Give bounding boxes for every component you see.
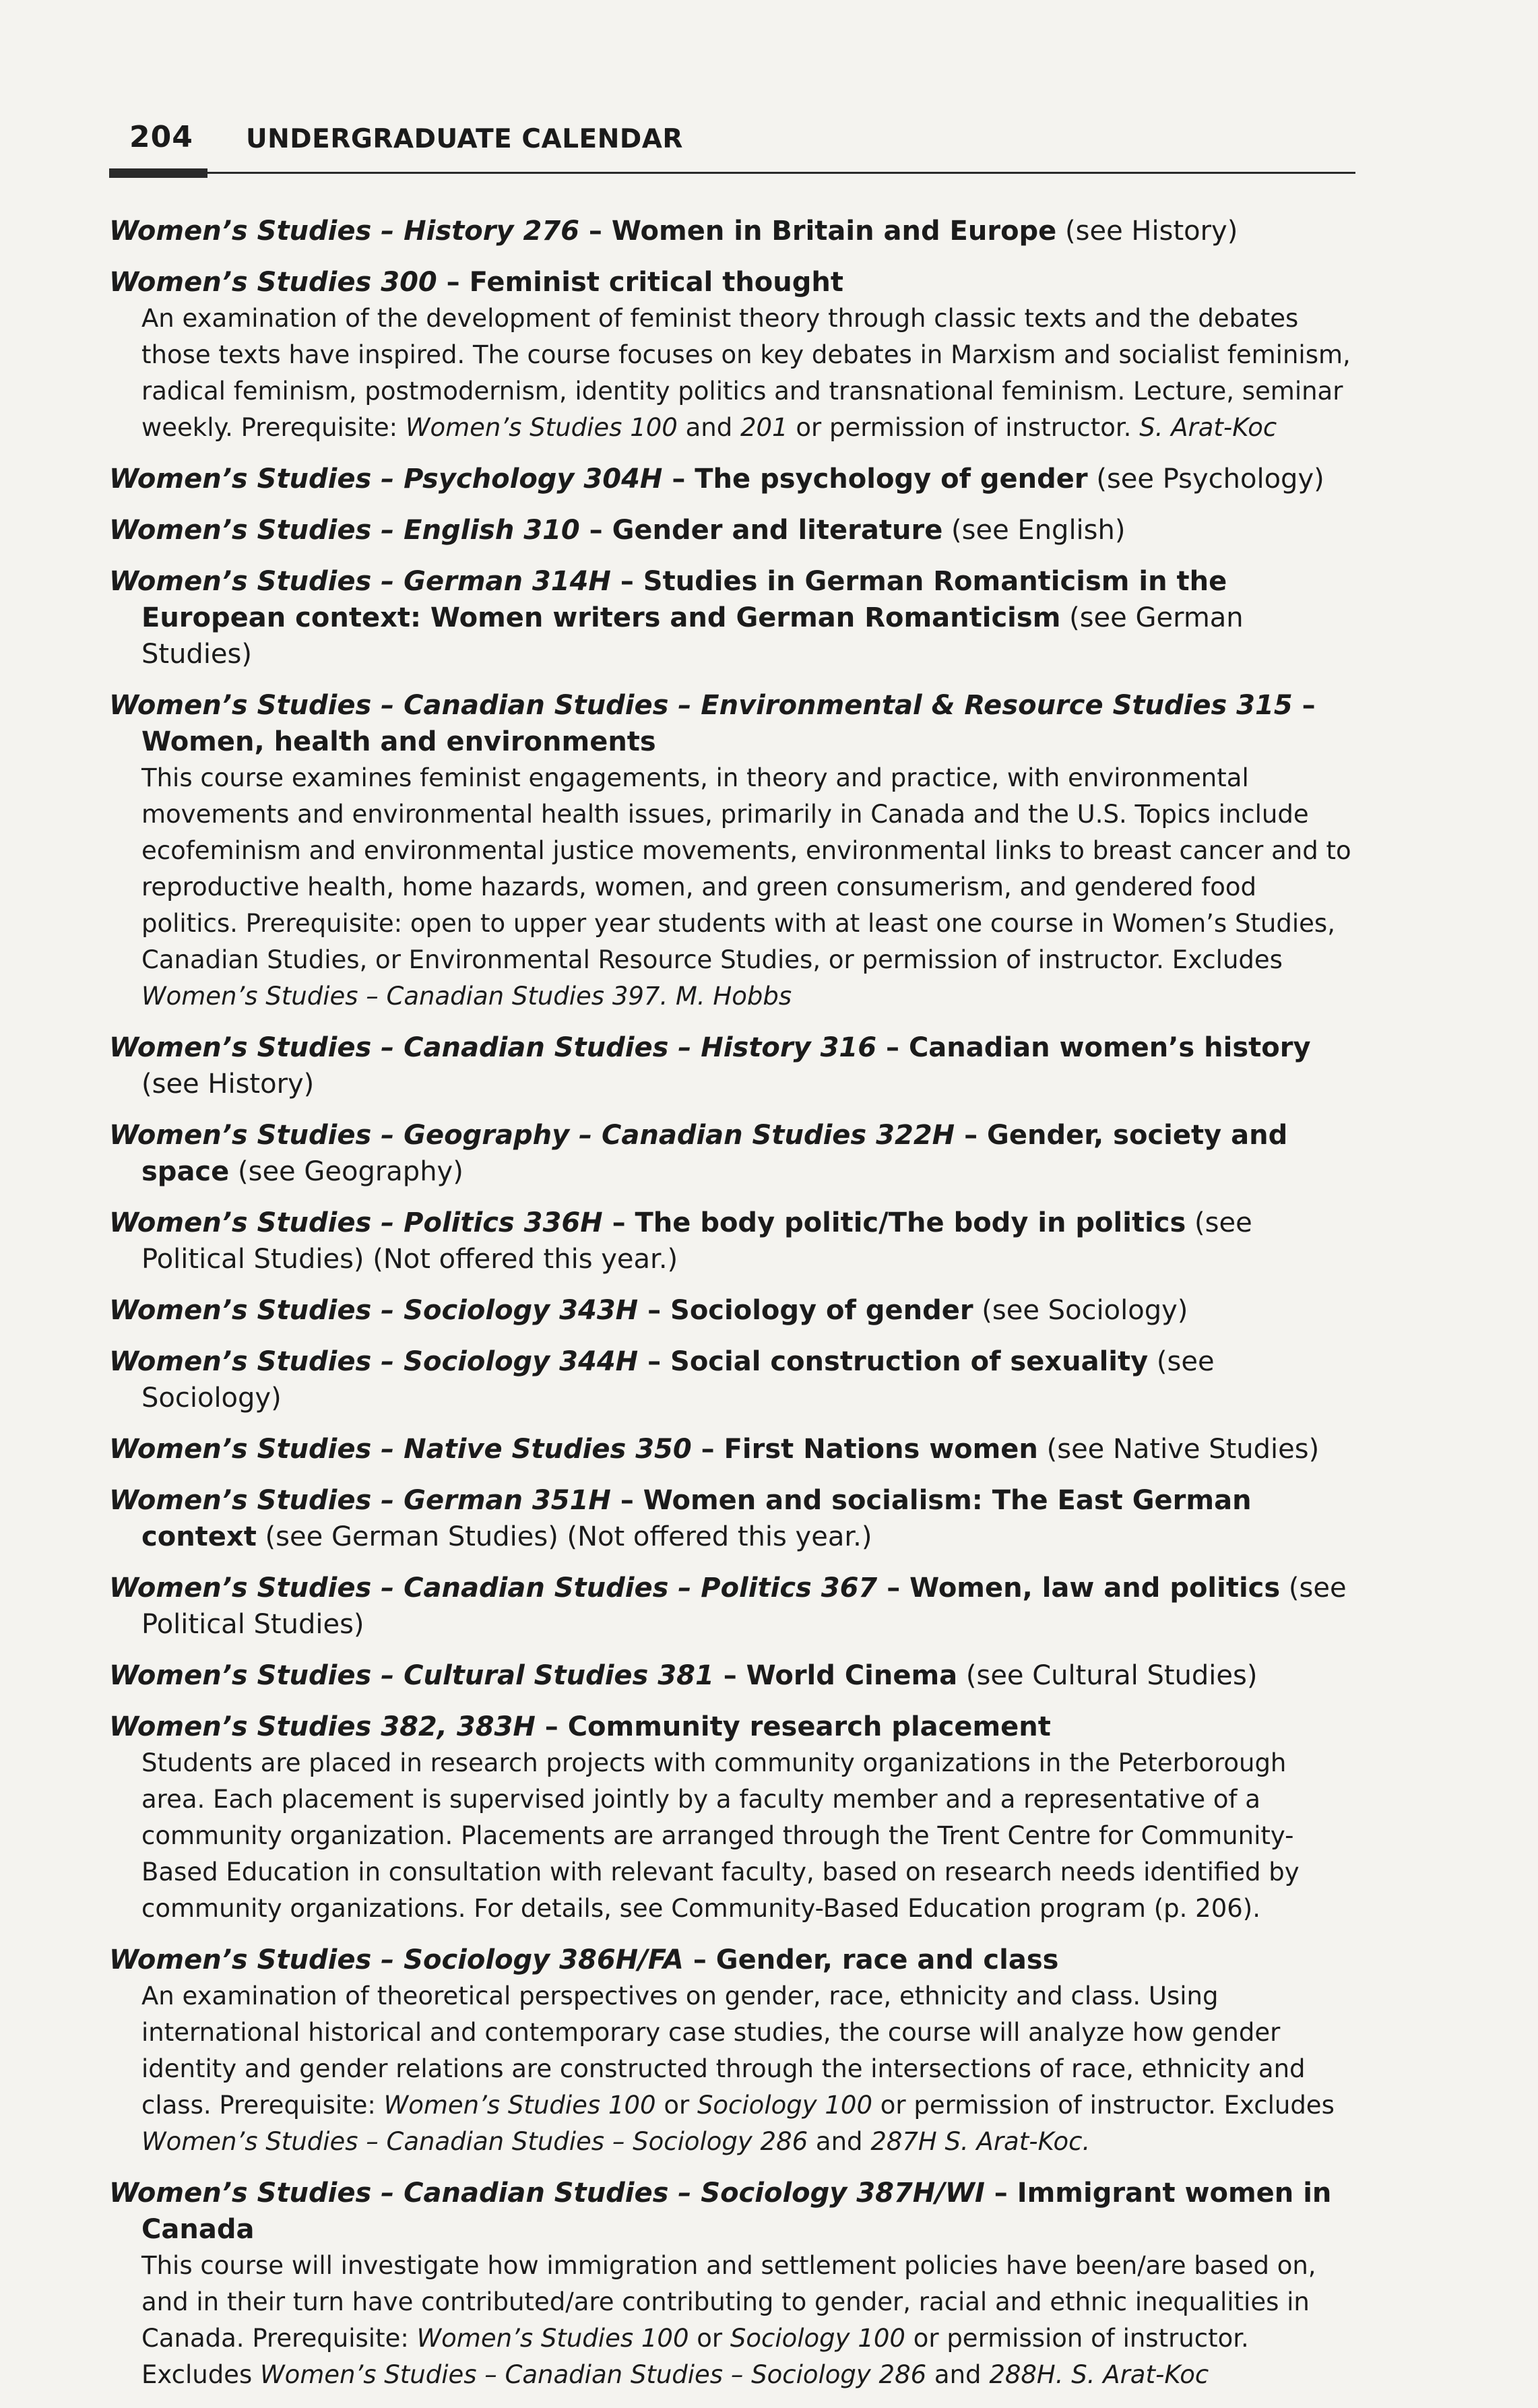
instructor-name: 288H. S. Arat-Koc xyxy=(989,2360,1209,2389)
course-description: An examination of the development of feminist theory through classic texts and the debates those texts have inspired. The course focuses on key debates in Marxism and socialist feminism, radical feminism, postmodernism, identity politics and transnational feminism. Lecture, seminar weekly. Prerequisite: Women’s Studies 100 and 201 or permission of instructor. S. Arat-Koc xyxy=(141,304,1351,442)
course-title: Gender, race and class xyxy=(715,1944,1059,1975)
course-reference: (see History) xyxy=(1056,216,1238,247)
course-entry xyxy=(109,1431,1355,1467)
course-heading: Women’s Studies – History 276 – Women in Britain and Europe (see History) xyxy=(109,216,1238,247)
course-code: Women’s Studies – Cultural Studies 381 xyxy=(109,1660,714,1691)
course-heading: Women’s Studies – Sociology 343H – Sociology of gender (see Sociology) xyxy=(109,1295,1188,1326)
course-heading: Women’s Studies 300 – Feminist critical thought xyxy=(109,267,843,298)
page-number: 204 xyxy=(129,120,193,154)
course-code: Women’s Studies – Canadian Studies – Environmental & Resource Studies 315 xyxy=(109,690,1293,721)
course-reference: (see German Studies) (Not offered this year.) xyxy=(256,1521,872,1552)
course-heading: Women’s Studies 382, 383H – Community research placement xyxy=(109,1711,1051,1742)
course-reference: (see History) xyxy=(141,1069,315,1100)
course-heading: Women’s Studies – Cultural Studies 381 – World Cinema (see Cultural Studies) xyxy=(109,1660,1258,1691)
course-heading: Women’s Studies – Canadian Studies – Environmental & Resource Studies 315 – Women, health and environments xyxy=(109,690,1316,757)
course-reference: (see English) xyxy=(942,515,1126,546)
course-code: Women’s Studies – History 276 xyxy=(109,216,579,247)
course-description: This course examines feminist engagements, in theory and practice, with environmental movements and environmental health issues, primarily in Canada and the U.S. Topics include ecofeminism and environmental justice movements, environmental links to breast cancer and to reproductive health, home hazards, women, and green consumerism, and gendered food politics. Prerequisite: open to upper year students with at least one course in Women’s Studies, Canadian Studies, or Environmental Resource Studies, or permission of instructor. Excludes Women’s Studies – Canadian Studies 397. M. Hobbs xyxy=(141,763,1351,1011)
course-entry xyxy=(109,264,1355,446)
course-description: This course will investigate how immigration and settlement policies have been/are based on, and in their turn have contributed/are contributing to gender, racial and ethnic inequalities in Canada. Prerequisite: Women’s Studies 100 or Sociology 100 or permission of instructor. Excludes Women’s Studies – Canadian Studies – Sociology 286 and 288H. S. Arat-Koc xyxy=(141,2251,1316,2389)
course-title: Women and socialism: The East German context xyxy=(141,1485,1252,1552)
course-code: Women’s Studies – Geography – Canadian Studies 322H xyxy=(109,1120,955,1151)
course-code: Women’s Studies 382, 383H xyxy=(109,1711,536,1742)
course-code: Women’s Studies – German 351H xyxy=(109,1485,611,1516)
instructor-name: 287H S. Arat-Koc. xyxy=(870,2127,1091,2156)
course-title: Community research placement xyxy=(567,1711,1051,1742)
course-entry xyxy=(109,1117,1355,1190)
course-code: Women’s Studies – English 310 xyxy=(109,515,580,546)
course-title: World Cinema xyxy=(746,1660,958,1691)
course-reference: (see Sociology) xyxy=(973,1295,1188,1326)
course-title: Social construction of sexuality xyxy=(670,1346,1149,1377)
course-entry xyxy=(109,563,1355,672)
course-entry xyxy=(109,1292,1355,1329)
course-description: An examination of theoretical perspectives on gender, race, ethnicity and class. Using international historical and contemporary case studies, the course will analyze how gender identity and gender relations are constructed through the intersections of race, ethnicity and class. Prerequisite: Women’s Studies 100 or Sociology 100 or permission of instructor. Excludes Women’s Studies – Canadian Studies – Sociology 286 and 287H S. Arat-Koc. xyxy=(141,1982,1335,2156)
instructor-name: S. Arat-Koc xyxy=(1139,413,1277,442)
course-entry xyxy=(109,461,1355,497)
course-title: Women, law and politics xyxy=(909,1573,1281,1604)
course-heading: Women’s Studies – Politics 336H – The body politic/The body in politics (see Political Studies) (Not offered this year.) xyxy=(109,1207,1252,1275)
course-reference: (see Psychology) xyxy=(1087,464,1324,495)
course-code: Women’s Studies – Sociology 344H xyxy=(109,1346,639,1377)
course-reference: (see Sociology) xyxy=(141,1346,1215,1414)
course-heading: Women’s Studies – Sociology 386H/FA – Gender, race and class xyxy=(109,1944,1059,1975)
course-title: Gender and literature xyxy=(612,515,943,546)
course-entry xyxy=(109,687,1355,1015)
page-header xyxy=(109,108,1355,177)
course-entry xyxy=(109,1942,1355,2160)
course-heading: Women’s Studies – Canadian Studies – Politics 367 – Women, law and politics (see Political Studies) xyxy=(109,1573,1347,1640)
course-reference: (see Political Studies) xyxy=(141,1573,1347,1640)
course-reference: (see Cultural Studies) xyxy=(957,1660,1258,1691)
course-reference: (see Geography) xyxy=(229,1156,463,1187)
course-title: Immigrant women in Canada xyxy=(141,2178,1332,2245)
course-title: The body politic/The body in politics xyxy=(635,1207,1186,1238)
course-code: Women’s Studies – Native Studies 350 xyxy=(109,1434,692,1465)
course-description: Students are placed in research projects with community organizations in the Peterborough area. Each placement is supervised jointly by a faculty member and a representative of a community organization. Placements are arranged through the Trent Centre for Community-Based Education in consultation with relevant faculty, based on research needs identified by community organizations. For details, see Community-Based Education program (p. 206). xyxy=(141,1748,1300,1923)
course-list xyxy=(109,213,1355,2408)
course-heading: Women’s Studies – English 310 – Gender and literature (see English) xyxy=(109,515,1126,546)
course-code: Women’s Studies – Politics 336H xyxy=(109,1207,603,1238)
course-heading: Women’s Studies – German 314H – Studies in German Romanticism in the European context: Women writers and German Romanticism (see German Studies) xyxy=(109,566,1244,670)
course-title: Women in Britain and Europe xyxy=(611,216,1057,247)
course-code: Women’s Studies – Canadian Studies – Sociology 387H/WI xyxy=(109,2178,985,2209)
running-title: UNDERGRADUATE CALENDAR xyxy=(246,124,683,154)
course-entry xyxy=(109,1205,1355,1277)
course-entry xyxy=(109,213,1355,249)
course-heading: Women’s Studies – Canadian Studies – History 316 – Canadian women’s history (see History) xyxy=(109,1032,1311,1100)
course-code: Women’s Studies 300 xyxy=(109,267,437,298)
course-title: First Nations women xyxy=(724,1434,1038,1465)
course-entry xyxy=(109,1709,1355,1927)
course-heading: Women’s Studies – Canadian Studies – Sociology 387H/WI – Immigrant women in Canada xyxy=(109,2178,1332,2245)
calendar-page xyxy=(109,108,1355,2389)
course-title: The psychology of gender xyxy=(695,464,1088,495)
course-title: Women, health and environments xyxy=(141,726,656,757)
course-heading: Women’s Studies – Native Studies 350 – First Nations women (see Native Studies) xyxy=(109,1434,1320,1465)
course-reference: (see Political Studies) (Not offered this year.) xyxy=(141,1207,1252,1275)
course-title: Feminist critical thought xyxy=(469,267,843,298)
course-heading: Women’s Studies – German 351H – Women and socialism: The East German context (see German Studies) (Not offered this year.) xyxy=(109,1485,1252,1552)
course-reference: (see German Studies) xyxy=(141,602,1244,670)
course-title: Sociology of gender xyxy=(670,1295,973,1326)
course-code: Women’s Studies – Sociology 386H/FA xyxy=(109,1944,684,1975)
course-title: Studies in German Romanticism in the European context: Women writers and German Romanticism xyxy=(141,566,1227,633)
course-reference: (see Native Studies) xyxy=(1037,1434,1320,1465)
course-entry xyxy=(109,1657,1355,1694)
course-entry xyxy=(109,1570,1355,1643)
course-entry xyxy=(109,1343,1355,1416)
course-code: Women’s Studies – German 314H xyxy=(109,566,611,597)
course-entry xyxy=(109,512,1355,548)
course-code: Women’s Studies – Psychology 304H xyxy=(109,464,663,495)
course-heading: Women’s Studies – Geography – Canadian Studies 322H – Gender, society and space (see Geography) xyxy=(109,1120,1288,1187)
course-heading: Women’s Studies – Psychology 304H – The psychology of gender (see Psychology) xyxy=(109,464,1324,495)
course-code: Women’s Studies – Canadian Studies – Politics 367 xyxy=(109,1573,878,1604)
course-code: Women’s Studies – Canadian Studies – History 316 xyxy=(109,1032,877,1063)
course-code: Women’s Studies – Sociology 343H xyxy=(109,1295,639,1326)
course-entry xyxy=(109,2175,1355,2393)
course-entry xyxy=(109,1482,1355,1555)
course-heading: Women’s Studies – Sociology 344H – Social construction of sexuality (see Sociology) xyxy=(109,1346,1215,1414)
course-entry xyxy=(109,1029,1355,1102)
header-rule xyxy=(109,172,1355,174)
course-title: Gender, society and space xyxy=(141,1120,1288,1187)
course-title: Canadian women’s history xyxy=(908,1032,1311,1063)
